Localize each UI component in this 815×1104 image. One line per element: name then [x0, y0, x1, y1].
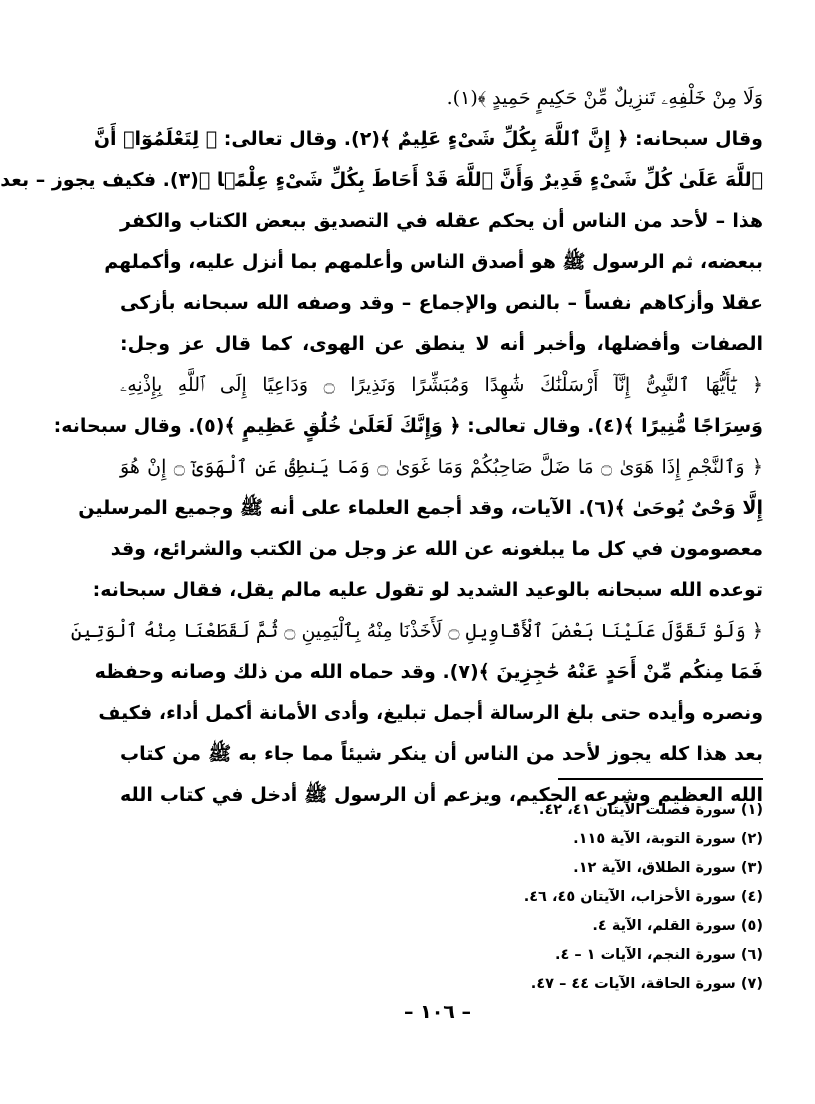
footnote: (٢) سورة التوبة، الآية ١١٥. [573, 831, 763, 847]
text-line: ببعضه، ثم الرسول ﷺ هو أصدق الناس وأعلمهم بما أنزل عليه، وأكملهم [104, 251, 763, 273]
text-line: ﴿ وَٱلنَّجْمِ إِذَا هَوَىٰ ۝ مَا ضَلَّ صَاحِبُكُمْ وَمَا غَوَىٰ ۝ وَمَا يَنطِقُ عَنِ ٱلْهَوَىٰٓ ۝ إِنْ هُوَ [120, 456, 763, 478]
text-line: بعد هذا كله يجوز لأحد من الناس أن ينكر شيئاً مما جاء به ﷺ من كتاب [120, 743, 763, 765]
text-line: عقلا وأزكاهم نفساً – بالنص والإجماع – وقد وصفه الله سبحانه بأزكى [120, 292, 763, 314]
text-line: الله العظيم وشرعه الحكيم، ويزعم أن الرسول ﷺ أدخل في كتاب الله [120, 784, 763, 806]
footnote-divider [558, 778, 763, 780]
text-line: توعده الله سبحانه بالوعيد الشديد لو تقول عليه مالم يقل، فقال سبحانه: [92, 579, 763, 601]
text-line: وقال سبحانه: ﴿ إِنَّ ٱللَّهَ بِكُلِّ شَىْءٍ عَلِيمٌ ﴾(٢). وقال تعالى: ﴿ لِتَعْلَمُوٓا۟ أَنَّ [93, 128, 763, 150]
text-line: ﴿ يَٰٓأَيُّهَا ٱلنَّبِىُّ إِنَّآ أَرْسَلْنَٰكَ شَٰهِدًا وَمُبَشِّرًا وَنَذِيرًا ۝ وَدَاعِيًا إِلَى ٱللَّهِ بِإِذْنِهِۦ [120, 374, 763, 396]
footnote: (٦) سورة النجم، الآيات ١ – ٤. [554, 947, 763, 963]
text-line: وَلَا مِنْ خَلْفِهِۦ تَنزِيلٌ مِّنْ حَكِيمٍ حَمِيدٍ ﴾(١). [446, 87, 763, 109]
main-text [0, 78, 763, 816]
footnote: (٣) سورة الطلاق، الآية ١٢. [573, 860, 763, 876]
text-line: هذا – لأحد من الناس أن يحكم عقله في التصديق ببعض الكتاب والكفر [120, 210, 763, 232]
text-line: وَسِرَاجًا مُّنِيرًا ﴾(٤). وقال تعالى: ﴿ وَإِنَّكَ لَعَلَىٰ خُلُقٍ عَظِيمٍ ﴾(٥). وقال سبحانه: [53, 415, 763, 437]
text-line: ونصره وأيده حتى بلغ الرسالة أجمل تبليغ، وأدى الأمانة أكمل أداء، فكيف [98, 702, 763, 724]
text-line: الصفات وأفضلها، وأخبر أنه لا ينطق عن الهوى، كما قال عز وجل: [120, 333, 763, 355]
footnote: (٥) سورة القلم، الآية ٤. [592, 918, 763, 934]
text-line: ﴿ وَلَوْ تَقَوَّلَ عَلَيْنَا بَعْضَ ٱلْأَقَاوِيلِ ۝ لَأَخَذْنَا مِنْهُ بِٱلْيَمِينِ ۝ ثُمَّ لَقَطَعْنَا مِنْهُ ٱلْوَتِينَ [70, 620, 763, 642]
text-line: معصومون في كل ما يبلغونه عن الله عز وجل من الكتب والشرائع، وقد [110, 538, 763, 560]
footnote: (٤) سورة الأحزاب، الآيتان ٤٥، ٤٦. [523, 889, 763, 905]
page-number: – ١٠٦ – [403, 1001, 472, 1023]
footnotes [383, 796, 763, 999]
text-line: فَمَا مِنكُم مِّنْ أَحَدٍ عَنْهُ حَٰجِزِينَ ﴾(٧). وقد حماه الله من ذلك وصانه وحفظه [94, 661, 763, 683]
text-line: ٱللَّهَ عَلَىٰ كُلِّ شَىْءٍ قَدِيرٌ وَأَنَّ ٱللَّهَ قَدْ أَحَاطَ بِكُلِّ شَىْءٍ عِلْمًۢا ﴾(٣). فكيف يجوز – بعد [0, 169, 763, 191]
footnote: (١) سورة فصلت الآيتان ٤١، ٤٢. [538, 802, 763, 818]
text-line: إِلَّا وَحْىٌ يُوحَىٰ ﴾(٦). الآيات، وقد أجمع العلماء على أنه ﷺ وجميع المرسلين [78, 497, 763, 519]
footnote: (٧) سورة الحاقة، الآيات ٤٤ – ٤٧. [530, 976, 763, 992]
